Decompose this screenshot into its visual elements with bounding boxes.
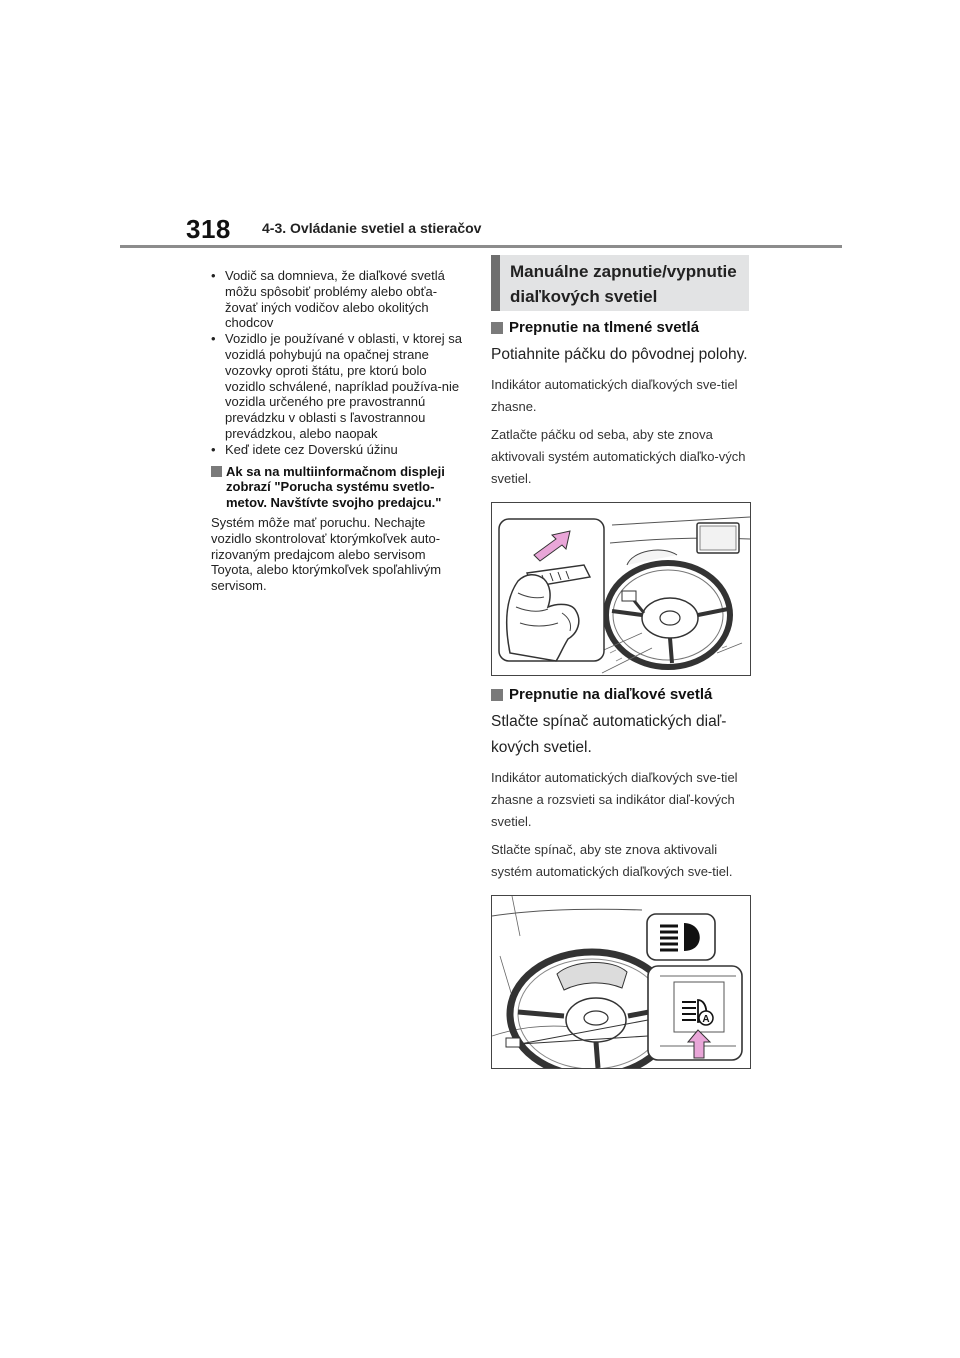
square-marker-icon	[491, 689, 503, 701]
high-beam-heading: Prepnutie na diaľkové svetlá	[491, 686, 751, 703]
high-beam-desc-1: Indikátor automatických diaľkových sve-tiel zhasne a rozsvieti sa indikátor diaľ-kových svetiel.	[491, 770, 738, 829]
auto-high-beam-switch-illustration	[491, 895, 751, 1069]
switch-letter-label: A	[702, 1014, 710, 1025]
condition-list	[211, 268, 467, 458]
list-item: • Keď idete cez Doverskú úžinu	[211, 441, 398, 457]
high-beam-step: Stlačte spínač automatických diaľ-kových svetiel.	[491, 713, 727, 756]
low-beam-desc-1: Indikátor automatických diaľkových sve-tiel zhasne.	[491, 377, 738, 414]
lever-pull-illustration	[491, 502, 751, 676]
switch-drawing	[492, 896, 750, 1068]
malfunction-notice	[211, 464, 467, 511]
high-beam-desc-2: Stlačte spínač, aby ste znova aktivovali systém automatických diaľkových sve-tiel.	[491, 842, 733, 879]
low-beam-step: Potiahnite páčku do pôvodnej polohy.	[491, 346, 748, 363]
section-heading-box	[491, 255, 749, 311]
notice-body: Systém môže mať poruchu. Nechajte vozidlo skontrolovať ktorýmkoľvek auto-rizovaným predajcom alebo servisom Toyota, alebo ktorýmkoľvek spoľahlivým servisom.	[211, 514, 442, 594]
list-item: • Vodič sa domnieva, že diaľkové svetlá môžu spôsobiť problémy alebo obťa-žovať iných vodičov alebo okolitých chodcov	[211, 268, 445, 331]
page-number: 318	[186, 214, 231, 244]
list-item: • Vozidlo je používané v oblasti, v ktorej sa vozidlá pohybujú na opačnej strane vozovky oproti štátu, pre ktorú bolo vozidlo schválené, napríklad používa-nie vozidla určeného pre pravostrannú prevádzku v oblasti s ľavostrannou prevádzkou, alebo naopak	[211, 331, 463, 441]
header-rule	[120, 245, 842, 248]
low-beam-desc-2: Zatlačte páčku od seba, aby ste znova aktivovali systém automatických diaľko-vých svetiel.	[491, 427, 746, 486]
square-marker-icon	[211, 466, 222, 477]
section-header-title: 4-3. Ovládanie svetiel a stieračov	[262, 220, 482, 236]
notice-title: Ak sa na multiinformačnom displeji zobrazí "Porucha systému svetlo-metov. Navštívte svojho predajcu."	[226, 463, 445, 511]
right-column	[491, 255, 751, 1069]
section-heading-line1: Manuálne zapnutie/vypnutie	[510, 262, 737, 281]
left-column	[211, 268, 467, 594]
section-heading-line2: diaľkových svetiel	[510, 287, 658, 306]
lever-pull-drawing	[492, 503, 750, 675]
square-marker-icon	[491, 322, 503, 334]
low-beam-heading: Prepnutie na tlmené svetlá	[491, 319, 751, 336]
